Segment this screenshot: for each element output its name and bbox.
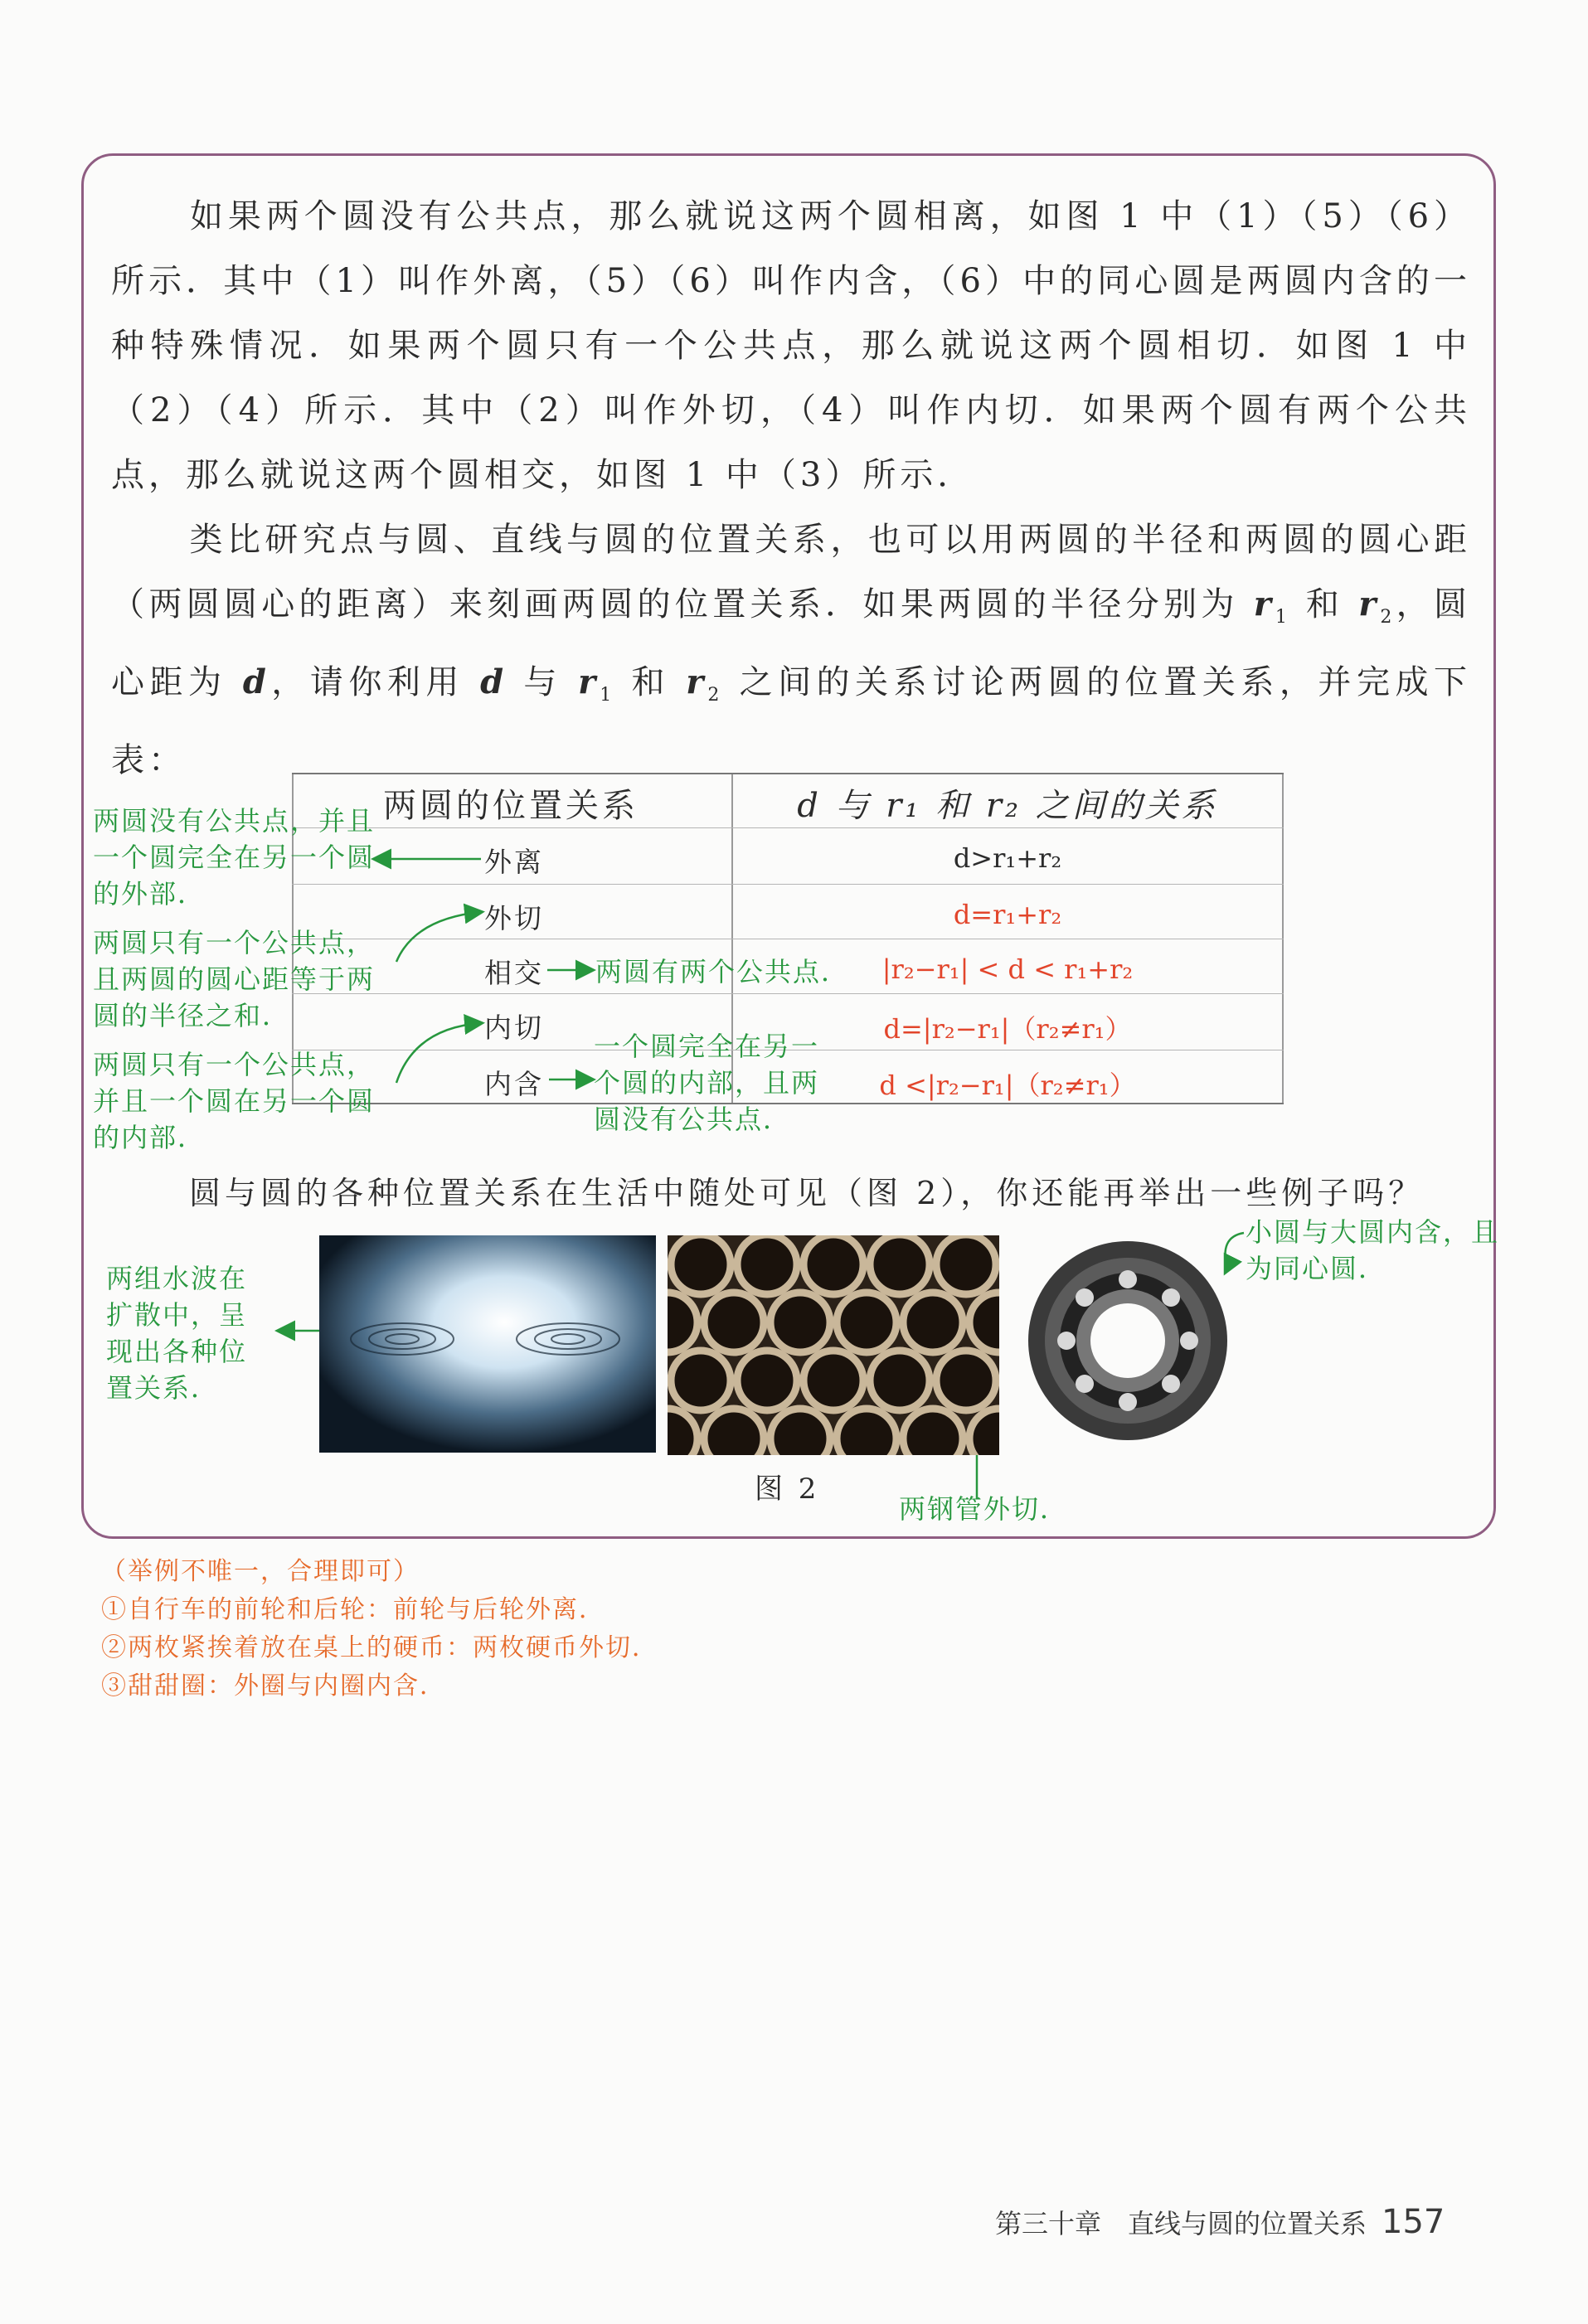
answer-line: ①自行车的前轮和后轮：前轮与后轮外离． [101, 1595, 605, 1624]
answer-notes [101, 1553, 658, 1705]
relation-xiangjiao: |r₂−r₁| < d < r₁+r₂ [881, 953, 1134, 985]
note-xiangjiao: 两圆有两个公共点． [595, 956, 850, 987]
paragraph-separation: 如果两个圆没有公共点，那么就说这两个圆相离，如图 1 中（1）（5）（6）所示．其中（1）叫作外离，（5）（6）叫作内含，（6）中的同心圆是两圆内含的一种特殊情况．如果两个圆只有一个公共点，那么就说这两个圆相切．如图 1 中（2）（4）所示．其中（2）叫作外切，（4）叫作内切．如果两个圆有两个公共点，那么就说这两个圆相交，如图 1 中（3）所示． [111, 197, 1471, 494]
page-number: 157 [1382, 2203, 1445, 2241]
row-label-neihan: 内含 [484, 1068, 544, 1100]
paragraph-examples: 圆与圆的各种位置关系在生活中随处可见（图 2），你还能再举出一些例子吗？ [189, 1175, 1425, 1211]
note-waili: 两圆没有公共点，并且一个圆完全在另一个圆的外部． [93, 805, 376, 910]
row-label-xiangjiao: 相交 [484, 957, 544, 989]
water-waves-photo [319, 1235, 656, 1453]
steel-pipes-photo [668, 1235, 999, 1455]
bearing-photo [1027, 1235, 1230, 1447]
note-bearing: 小圆与大圆内含，且为同心圆． [1246, 1216, 1500, 1284]
figure-caption: 图 2 [755, 1473, 820, 1506]
note-pipes: 两钢管外切． [899, 1493, 1069, 1525]
paragraph-analogy: 类比研究点与圆、直线与圆的位置关系，也可以用两圆的半径和两圆的圆心距（两圆圆心的距离）来刻画两圆的位置关系．如果两圆的半径分别为 $r_1$ 和 $r_2$，圆心距为 d，请你利用 d 与 $r_1$ 和 $r_2$ 之间的关系讨论两圆的位置关系，并完成下表： [111, 521, 1472, 779]
relation-neiqie: d=|r₂−r₁|（r₂≠r₁） [883, 1013, 1132, 1045]
relation-neihan: d <|r₂−r₁|（r₂≠r₁） [879, 1070, 1136, 1101]
note-water: 两组水波在扩散中，呈现出各种位置关系． [106, 1263, 248, 1404]
table-header-relation: d 与 r₁ 和 r₂ 之间的关系 [797, 787, 1218, 825]
page-footer [995, 2203, 1445, 2241]
answer-line: ②两枚紧挨着放在桌上的硬币：两枚硬币外切． [101, 1633, 658, 1662]
note-waiqie: 两圆只有一个公共点，且两圆的圆心距等于两圆的半径之和． [93, 927, 376, 1031]
row-label-waiqie: 外切 [484, 902, 544, 934]
note-neiqie: 两圆只有一个公共点，并且一个圆在另一个圆的内部． [93, 1049, 376, 1153]
table-header-position: 两圆的位置关系 [383, 787, 639, 825]
chapter-title: 第三十章 直线与圆的位置关系 [995, 2208, 1367, 2239]
note-neihan: 一个圆完全在另一个圆的内部，且两圆没有公共点． [594, 1031, 820, 1135]
answer-line: ③甜甜圈：外圈与内圈内含． [101, 1671, 446, 1701]
relation-waiqie: d=r₁+r₂ [953, 899, 1062, 930]
row-label-neiqie: 内切 [484, 1012, 544, 1044]
row-label-waili: 外离 [484, 846, 544, 878]
relation-waili: d>r₁+r₂ [953, 842, 1062, 874]
answer-line: （举例不唯一，合理即可） [101, 1557, 420, 1586]
